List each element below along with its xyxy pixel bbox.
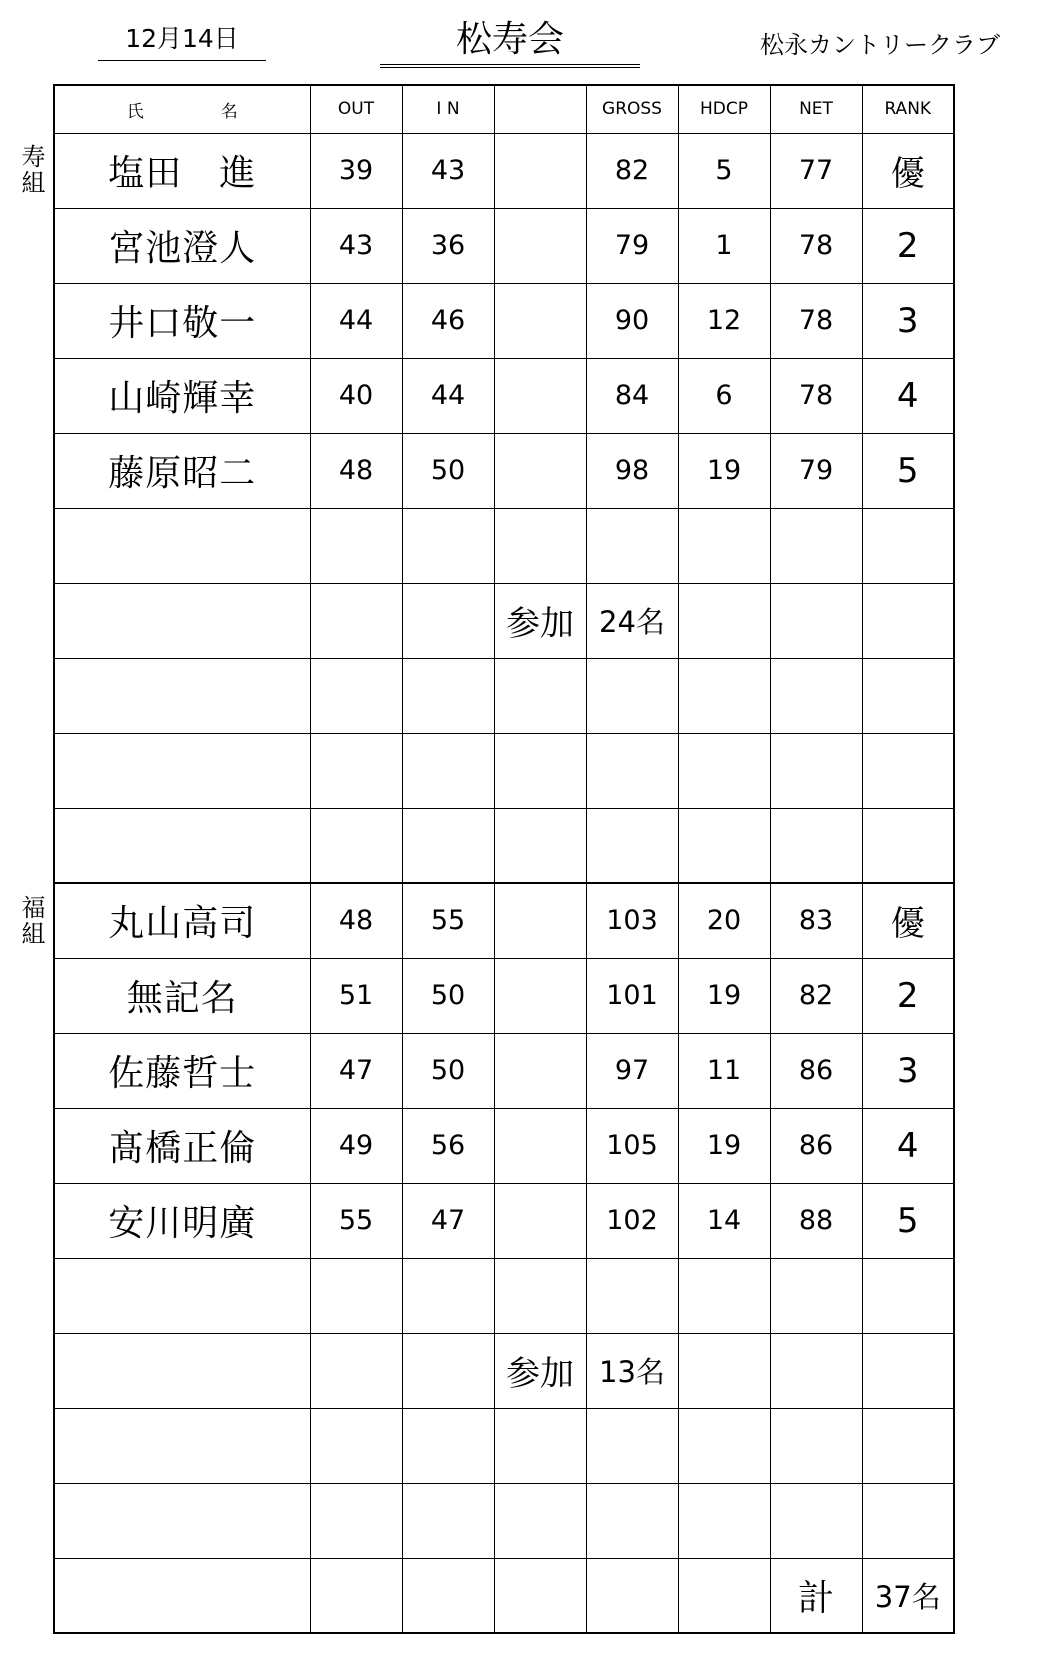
in-score: 56 — [402, 1108, 494, 1183]
empty-cell — [402, 1558, 494, 1633]
total-count: 37名 — [862, 1558, 954, 1633]
empty-cell — [54, 733, 310, 808]
player-name: 丸山高司 — [54, 883, 310, 958]
net-score: 82 — [770, 958, 862, 1033]
empty-row — [54, 508, 954, 583]
out-score: 48 — [310, 883, 402, 958]
player-row — [54, 208, 954, 283]
player-name: 井口敬一 — [54, 283, 310, 358]
hdcp-value: 5 — [678, 133, 770, 208]
empty-cell — [770, 1408, 862, 1483]
player-row — [54, 433, 954, 508]
empty-cell — [54, 1483, 310, 1558]
gross-score: 79 — [586, 208, 678, 283]
empty-cell — [494, 1408, 586, 1483]
hdcp-value: 20 — [678, 883, 770, 958]
empty-cell — [770, 733, 862, 808]
empty-cell — [310, 1483, 402, 1558]
empty-cell — [862, 808, 954, 883]
col-header-gross: GROSS — [586, 85, 678, 133]
empty-cell — [586, 658, 678, 733]
in-score: 50 — [402, 1033, 494, 1108]
participation-row — [54, 1333, 954, 1408]
empty-cell — [678, 1558, 770, 1633]
out-score: 39 — [310, 133, 402, 208]
empty-cell — [402, 1483, 494, 1558]
empty-cell — [54, 1408, 310, 1483]
in-score: 43 — [402, 133, 494, 208]
in-score: 47 — [402, 1183, 494, 1258]
empty-cell — [862, 1408, 954, 1483]
empty-cell — [586, 1483, 678, 1558]
empty-cell — [310, 1408, 402, 1483]
empty-cell — [862, 508, 954, 583]
empty-cell — [310, 1558, 402, 1633]
empty-cell — [54, 808, 310, 883]
player-name: 無記名 — [54, 958, 310, 1033]
blank-cell — [494, 1108, 586, 1183]
gross-score: 97 — [586, 1033, 678, 1108]
hdcp-value: 6 — [678, 358, 770, 433]
blank-cell — [494, 208, 586, 283]
net-score: 86 — [770, 1108, 862, 1183]
header-row — [54, 85, 954, 133]
empty-cell — [402, 583, 494, 658]
net-score: 79 — [770, 433, 862, 508]
empty-cell — [770, 1258, 862, 1333]
score-table-body — [54, 133, 954, 1633]
gross-score: 98 — [586, 433, 678, 508]
in-score: 55 — [402, 883, 494, 958]
participation-label: 参加 — [494, 1333, 586, 1408]
empty-row — [54, 1483, 954, 1558]
empty-cell — [54, 1558, 310, 1633]
empty-cell — [494, 508, 586, 583]
player-name: 藤原昭二 — [54, 433, 310, 508]
empty-cell — [586, 508, 678, 583]
blank-cell — [494, 283, 586, 358]
group-label-kotobuki: 寿組 — [17, 144, 45, 196]
player-row — [54, 358, 954, 433]
empty-cell — [862, 658, 954, 733]
col-header-blank — [494, 85, 586, 133]
net-score: 88 — [770, 1183, 862, 1258]
empty-cell — [862, 733, 954, 808]
player-row — [54, 958, 954, 1033]
out-score: 40 — [310, 358, 402, 433]
empty-cell — [586, 1558, 678, 1633]
empty-cell — [862, 583, 954, 658]
empty-cell — [494, 1483, 586, 1558]
empty-cell — [586, 1408, 678, 1483]
net-score: 77 — [770, 133, 862, 208]
empty-cell — [402, 1258, 494, 1333]
empty-cell — [678, 658, 770, 733]
participation-label: 参加 — [494, 583, 586, 658]
total-label: 計 — [770, 1558, 862, 1633]
empty-row — [54, 808, 954, 883]
empty-cell — [586, 733, 678, 808]
empty-cell — [678, 1258, 770, 1333]
player-row — [54, 883, 954, 958]
participation-row — [54, 583, 954, 658]
empty-cell — [678, 733, 770, 808]
net-score: 83 — [770, 883, 862, 958]
net-score: 78 — [770, 208, 862, 283]
empty-cell — [54, 1333, 310, 1408]
club-name: 松永カントリークラブ — [760, 31, 1000, 59]
player-name: 山崎輝幸 — [54, 358, 310, 433]
empty-cell — [678, 1333, 770, 1408]
empty-cell — [770, 1483, 862, 1558]
hdcp-value: 14 — [678, 1183, 770, 1258]
empty-cell — [310, 658, 402, 733]
rank-value: 2 — [862, 958, 954, 1033]
empty-cell — [770, 658, 862, 733]
in-score: 50 — [402, 958, 494, 1033]
empty-cell — [402, 1333, 494, 1408]
empty-cell — [310, 808, 402, 883]
player-row — [54, 133, 954, 208]
empty-cell — [310, 1258, 402, 1333]
empty-cell — [402, 1408, 494, 1483]
rank-value: 優 — [862, 883, 954, 958]
out-score: 48 — [310, 433, 402, 508]
blank-cell — [494, 358, 586, 433]
out-score: 51 — [310, 958, 402, 1033]
empty-cell — [310, 583, 402, 658]
empty-cell — [310, 508, 402, 583]
rank-value: 5 — [862, 1183, 954, 1258]
empty-cell — [402, 733, 494, 808]
empty-cell — [770, 808, 862, 883]
blank-cell — [494, 1183, 586, 1258]
empty-cell — [770, 583, 862, 658]
empty-cell — [770, 508, 862, 583]
blank-cell — [494, 133, 586, 208]
gross-score: 90 — [586, 283, 678, 358]
hdcp-value: 19 — [678, 433, 770, 508]
player-name: 宮池澄人 — [54, 208, 310, 283]
player-row — [54, 1033, 954, 1108]
player-name: 佐藤哲士 — [54, 1033, 310, 1108]
empty-row — [54, 1258, 954, 1333]
empty-cell — [402, 658, 494, 733]
empty-cell — [862, 1483, 954, 1558]
rank-value: 5 — [862, 433, 954, 508]
empty-cell — [54, 583, 310, 658]
in-score: 36 — [402, 208, 494, 283]
rank-value: 優 — [862, 133, 954, 208]
hdcp-value: 1 — [678, 208, 770, 283]
hdcp-value: 19 — [678, 958, 770, 1033]
player-name: 髙橋正倫 — [54, 1108, 310, 1183]
col-header-hdcp: HDCP — [678, 85, 770, 133]
empty-cell — [862, 1333, 954, 1408]
empty-cell — [494, 733, 586, 808]
player-name: 塩田 進 — [54, 133, 310, 208]
empty-row — [54, 658, 954, 733]
empty-row — [54, 1408, 954, 1483]
total-row — [54, 1558, 954, 1633]
empty-cell — [862, 1258, 954, 1333]
empty-cell — [586, 808, 678, 883]
group-label-fuku: 福組 — [17, 895, 45, 947]
empty-cell — [310, 733, 402, 808]
empty-cell — [678, 1483, 770, 1558]
in-score: 50 — [402, 433, 494, 508]
blank-cell — [494, 433, 586, 508]
empty-cell — [310, 1333, 402, 1408]
net-score: 86 — [770, 1033, 862, 1108]
hdcp-value: 12 — [678, 283, 770, 358]
gross-score: 82 — [586, 133, 678, 208]
empty-row — [54, 733, 954, 808]
gross-score: 102 — [586, 1183, 678, 1258]
date-label: 12月14日 — [98, 22, 266, 61]
net-score: 78 — [770, 358, 862, 433]
blank-cell — [494, 958, 586, 1033]
rank-value: 3 — [862, 283, 954, 358]
empty-cell — [678, 808, 770, 883]
out-score: 49 — [310, 1108, 402, 1183]
blank-cell — [494, 883, 586, 958]
empty-cell — [494, 1558, 586, 1633]
col-header-name: 氏 名 — [54, 85, 310, 133]
empty-cell — [54, 658, 310, 733]
gross-score: 84 — [586, 358, 678, 433]
gross-score: 101 — [586, 958, 678, 1033]
gross-score: 105 — [586, 1108, 678, 1183]
player-row — [54, 283, 954, 358]
in-score: 44 — [402, 358, 494, 433]
empty-cell — [54, 1258, 310, 1333]
empty-cell — [586, 1258, 678, 1333]
empty-cell — [402, 508, 494, 583]
col-header-in: I N — [402, 85, 494, 133]
out-score: 47 — [310, 1033, 402, 1108]
out-score: 44 — [310, 283, 402, 358]
empty-cell — [770, 1333, 862, 1408]
empty-cell — [494, 658, 586, 733]
player-row — [54, 1183, 954, 1258]
in-score: 46 — [402, 283, 494, 358]
participation-count: 24名 — [586, 583, 678, 658]
hdcp-value: 11 — [678, 1033, 770, 1108]
out-score: 43 — [310, 208, 402, 283]
page-title: 松寿会 — [380, 18, 640, 68]
player-name: 安川明廣 — [54, 1183, 310, 1258]
col-header-rank: RANK — [862, 85, 954, 133]
net-score: 78 — [770, 283, 862, 358]
rank-value: 2 — [862, 208, 954, 283]
participation-count: 13名 — [586, 1333, 678, 1408]
col-header-net: NET — [770, 85, 862, 133]
empty-cell — [678, 1408, 770, 1483]
rank-value: 4 — [862, 1108, 954, 1183]
out-score: 55 — [310, 1183, 402, 1258]
score-table — [53, 84, 955, 1634]
empty-cell — [678, 508, 770, 583]
empty-cell — [494, 808, 586, 883]
rank-value: 4 — [862, 358, 954, 433]
rank-value: 3 — [862, 1033, 954, 1108]
gross-score: 103 — [586, 883, 678, 958]
blank-cell — [494, 1033, 586, 1108]
empty-cell — [678, 583, 770, 658]
player-row — [54, 1108, 954, 1183]
col-header-out: OUT — [310, 85, 402, 133]
empty-cell — [494, 1258, 586, 1333]
empty-cell — [402, 808, 494, 883]
hdcp-value: 19 — [678, 1108, 770, 1183]
empty-cell — [54, 508, 310, 583]
